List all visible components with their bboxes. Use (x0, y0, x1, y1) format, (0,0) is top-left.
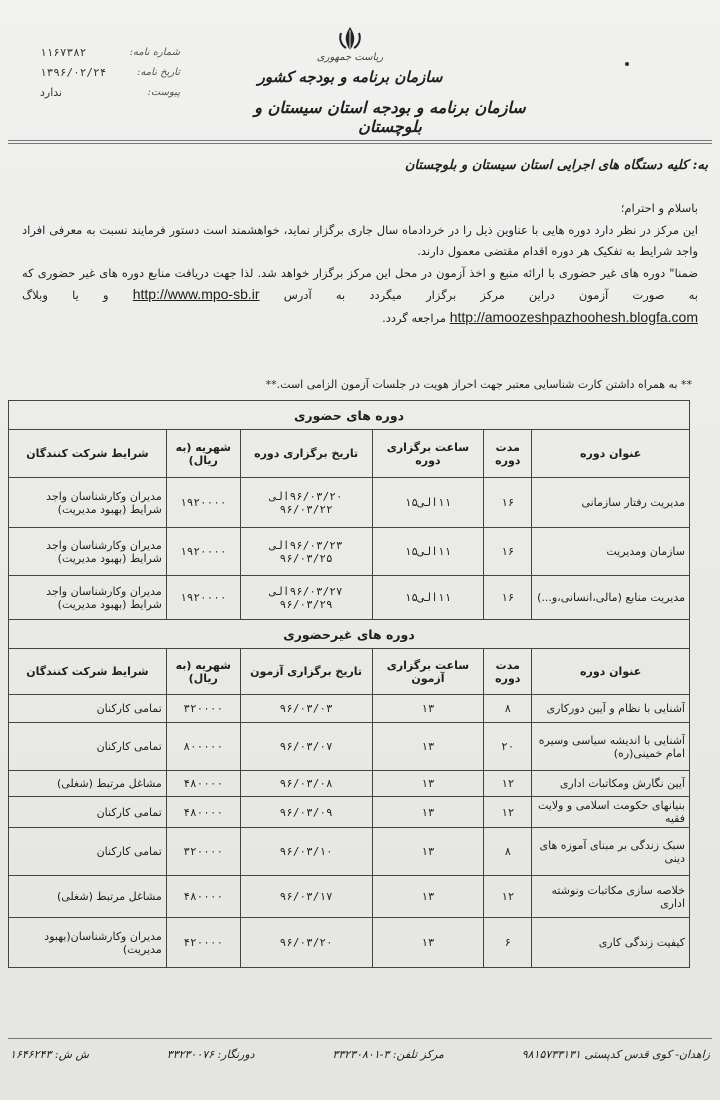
letter-attachment-row (40, 82, 180, 102)
online-section (9, 620, 690, 968)
letter-number-row (40, 42, 180, 62)
course-duration: ۱۶ (484, 528, 532, 576)
course-fee: ۴۸۰۰۰۰ (166, 876, 240, 918)
course-fee: ۱۹۲۰۰۰۰ (166, 478, 240, 528)
inperson-header-date: تاریخ برگزاری دوره (240, 430, 372, 478)
course-fee: ۱۹۲۰۰۰۰ (166, 528, 240, 576)
course-duration: ۶ (484, 918, 532, 968)
course-duration: ۱۶ (484, 576, 532, 620)
letter-number: ۱۱۶۷۳۸۲ (40, 45, 87, 59)
letter-meta (40, 42, 180, 102)
online-header-fee: شهریه (به ریال) (166, 649, 240, 695)
course-title: آیین نگارش ومکاتبات اداری (532, 771, 690, 797)
paragraph-2 (22, 263, 698, 330)
paragraph-2-text-a: ضمنا" دوره های غیر حضوری با ارائه منبع و اخذ آزمون در محل این مرکز برگزار خواهد شد. لذا جهت دریافت منابع دوره های غیر حضوری که به صورت آزمون دراین مرکز برگزار میگردد به آدرس (22, 265, 699, 302)
letter-date-label: تاریخ نامه: (137, 66, 180, 78)
table-row (9, 828, 690, 876)
website-link[interactable]: http://www.mpo-sb.ir (132, 286, 260, 302)
footer-fax: دورنگار: ۳۳۲۳۰۰۷۶ (166, 1048, 255, 1061)
course-fee: ۴۲۰۰۰۰ (166, 918, 240, 968)
course-date: ۹۶/۰۳/۰۹ (240, 797, 372, 828)
course-conditions: مدیران وکارشناسان(بهبود مدیریت) (9, 918, 167, 968)
greeting: باسلام و احترام؛ (620, 201, 698, 215)
course-hours: ۱۳ (372, 771, 484, 797)
header-divider-2 (8, 143, 712, 144)
course-fee: ۴۸۰۰۰۰ (166, 797, 240, 828)
table-row (9, 528, 690, 576)
inperson-section-title: دوره های حضوری (9, 401, 690, 430)
course-date: ۹۶/۰۳/۱۷ (240, 876, 372, 918)
course-date: ۹۶/۰۳/۲۷الی ۹۶/۰۳/۲۹ (240, 576, 372, 620)
footer-divider (8, 1038, 712, 1039)
online-header-date: تاریخ برگزاری آزمون (240, 649, 372, 695)
course-conditions: مدیران وکارشناسان واجد شرایط (بهبود مدیریت) (9, 478, 167, 528)
course-duration: ۱۲ (484, 876, 532, 918)
inperson-header-conditions: شرایط شرکت کنندگان (9, 430, 167, 478)
course-conditions: مشاغل مرتبط (شغلی) (9, 876, 167, 918)
attachment-value: ندارد (40, 85, 63, 99)
course-date: ۹۶/۰۳/۰۳ (240, 695, 372, 723)
course-conditions: مدیران وکارشناسان واجد شرایط (بهبود مدیریت) (9, 528, 167, 576)
course-conditions: تمامی کارکنان (9, 797, 167, 828)
letter-number-label: شماره نامه: (129, 46, 180, 58)
course-duration: ۸ (484, 828, 532, 876)
table-row (9, 771, 690, 797)
paragraph-2-text-b: و یا وبلاگ (22, 288, 109, 302)
course-conditions: تمامی کارکنان (9, 828, 167, 876)
course-fee: ۱۹۲۰۰۰۰ (166, 576, 240, 620)
course-date: ۹۶/۰۳/۰۸ (240, 771, 372, 797)
addressee: به: کلیه دستگاه های اجرایی استان سیستان و بلوچستان (404, 158, 708, 173)
table-row (9, 918, 690, 968)
inperson-header-duration: مدت دوره (484, 430, 532, 478)
course-title: کیفیت زندگی کاری (532, 918, 690, 968)
letter-date: ۱۳۹۶/۰۲/۲۴ (40, 65, 107, 79)
blog-link[interactable]: http://amoozeshpazhoohesh.blogfa.com (449, 308, 698, 325)
table-row (9, 723, 690, 771)
online-header-conditions: شرایط شرکت کنندگان (9, 649, 167, 695)
course-fee: ۴۸۰۰۰۰ (166, 771, 240, 797)
course-hours: ۱۱الی۱۵ (372, 528, 484, 576)
org-national: سازمان برنامه و بودجه کشور (257, 68, 443, 86)
org-presidency: ریاست جمهوری (316, 52, 384, 63)
course-duration: ۱۶ (484, 478, 532, 528)
course-title: خلاصه سازی مکاتبات ونوشته اداری (532, 876, 690, 918)
table-row (9, 695, 690, 723)
course-date: ۹۶/۰۳/۲۰الی ۹۶/۰۳/۲۲ (240, 478, 372, 528)
paragraph-1: این مرکز در نظر دارد دوره هایی با عناوین ذیل را در خردادماه سال جاری برگزار نماید، خواهشمند است دستور فرمایند نسبت به معرفی افراد واجد شرایط به تفکیک هر دوره اقدام مقتضی معمول دارند. (22, 222, 698, 258)
course-conditions: مدیران وکارشناسان واجد شرایط (بهبود مدیریت) (9, 576, 167, 620)
table-row (9, 576, 690, 620)
course-title: مدیریت رفتار سازمانی (532, 478, 690, 528)
course-fee: ۳۲۰۰۰۰ (166, 695, 240, 723)
letter-date-row (40, 62, 180, 82)
course-hours: ۱۳ (372, 723, 484, 771)
course-title: سبک زندگی بر مبنای آموزه های دینی (532, 828, 690, 876)
table-row (9, 797, 690, 828)
course-title: آشنایی با اندیشه سیاسی وسیره امام خمینی(ره) (532, 723, 690, 771)
course-duration: ۸ (484, 695, 532, 723)
course-title: سازمان ومدیریت (532, 528, 690, 576)
table-row (9, 478, 690, 528)
footer-phone: مرکز تلفن: ۳-۳۳۲۳۰۸۰۱ (332, 1048, 444, 1061)
course-hours: ۱۱الی۱۵ (372, 576, 484, 620)
course-fee: ۳۲۰۰۰۰ (166, 828, 240, 876)
speck (625, 62, 629, 66)
course-duration: ۲۰ (484, 723, 532, 771)
course-hours: ۱۳ (372, 876, 484, 918)
online-header-row (9, 649, 690, 695)
course-title: مدیریت منابع (مالی،انسانی،و...) (532, 576, 690, 620)
course-date: ۹۶/۰۳/۲۰ (240, 918, 372, 968)
letter-footer (10, 1048, 710, 1061)
footer-registration: ش ش: ۱۶۴۶۲۴۳ (10, 1048, 89, 1061)
course-hours: ۱۳ (372, 797, 484, 828)
online-header-hours: ساعت برگزاری آزمون (372, 649, 484, 695)
table-row (9, 876, 690, 918)
letter-body (22, 198, 698, 329)
inperson-header-row (9, 430, 690, 478)
course-hours: ۱۱الی۱۵ (372, 478, 484, 528)
national-emblem-icon (335, 24, 365, 54)
course-date: ۹۶/۰۳/۲۳الی ۹۶/۰۳/۲۵ (240, 528, 372, 576)
course-title: آشنایی با نظام و آیین دورکاری (532, 695, 690, 723)
course-duration: ۱۲ (484, 797, 532, 828)
course-hours: ۱۳ (372, 695, 484, 723)
attachment-label: پیوست: (147, 86, 180, 98)
inperson-header-hours: ساعت برگزاری دوره (372, 430, 484, 478)
course-conditions: تمامی کارکنان (9, 695, 167, 723)
footer-address: زاهدان- کوی قدس کدپستی ۹۸۱۵۷۳۳۱۳۱ (521, 1048, 710, 1061)
course-hours: ۱۳ (372, 828, 484, 876)
courses-table-wrap (8, 400, 690, 968)
inperson-section (9, 401, 690, 620)
online-header-title: عنوان دوره (532, 649, 690, 695)
course-title: بنیانهای حکومت اسلامی و ولایت فقیه (532, 797, 690, 828)
course-conditions: تمامی کارکنان (9, 723, 167, 771)
course-hours: ۱۳ (372, 918, 484, 968)
course-date: ۹۶/۰۳/۰۷ (240, 723, 372, 771)
letterhead (0, 0, 720, 140)
org-provincial: سازمان برنامه و بودجه استان سیستان و بلوچستان (254, 98, 526, 136)
courses-table (8, 400, 690, 968)
course-date: ۹۶/۰۳/۱۰ (240, 828, 372, 876)
inperson-header-title: عنوان دوره (532, 430, 690, 478)
id-card-note: ** به همراه داشتن کارت شناسایی معتبر جهت احراز هویت در جلسات آزمون الزامی است.** (265, 378, 692, 391)
inperson-header-fee: شهریه (به ریال) (166, 430, 240, 478)
course-conditions: مشاغل مرتبط (شغلی) (9, 771, 167, 797)
course-fee: ۸۰۰۰۰۰ (166, 723, 240, 771)
online-section-title: دوره های غیرحضوری (9, 620, 690, 649)
online-header-duration: مدت دوره (484, 649, 532, 695)
header-divider (8, 140, 712, 141)
course-duration: ۱۲ (484, 771, 532, 797)
paragraph-2-text-c: مراجعه گردد. (382, 310, 447, 325)
